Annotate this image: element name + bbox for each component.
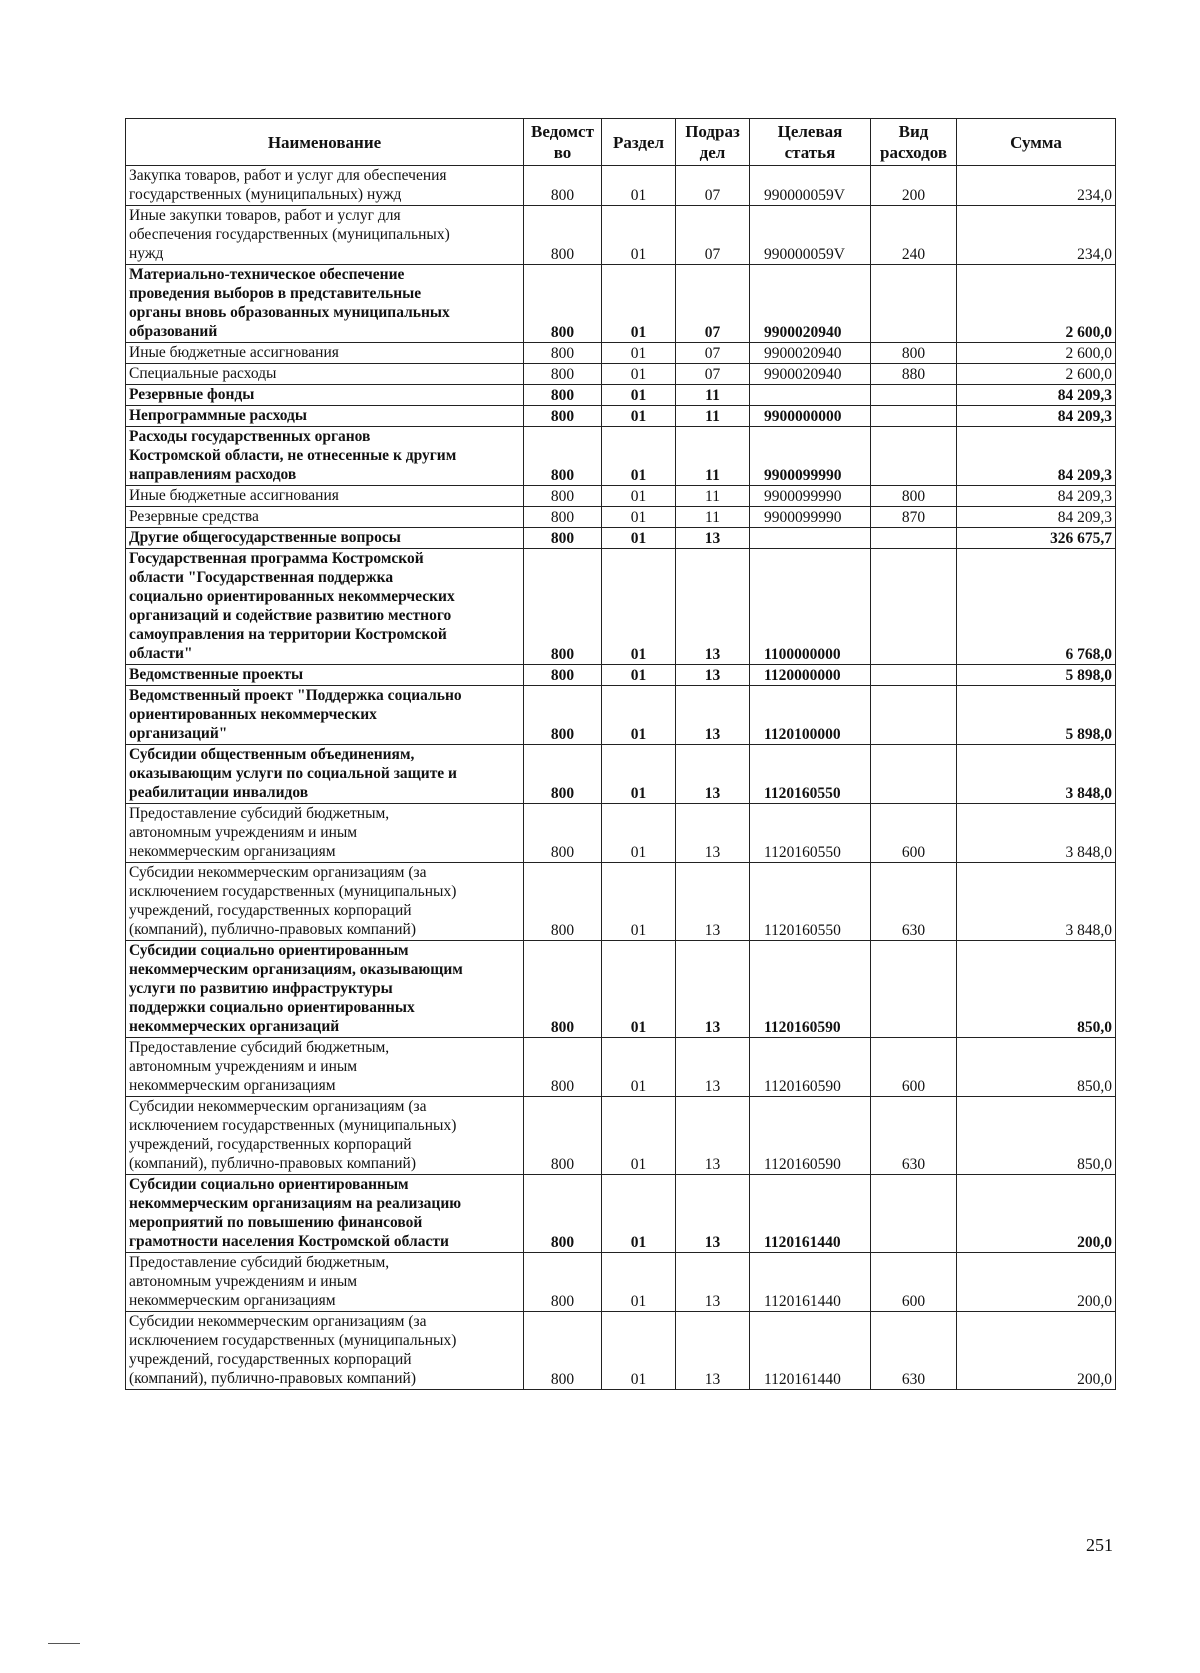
row-section: 01 (602, 686, 676, 745)
row-subsection: 11 (676, 507, 750, 528)
row-section: 01 (602, 406, 676, 427)
row-subsection: 13 (676, 863, 750, 941)
table-row (126, 863, 1116, 941)
table-row (126, 549, 1116, 665)
row-name: Резервные средства (126, 507, 524, 528)
row-section: 01 (602, 427, 676, 486)
row-target: 9900099990 (750, 507, 871, 528)
table-row (126, 665, 1116, 686)
row-expense-type (871, 265, 957, 343)
row-subsection: 11 (676, 385, 750, 406)
row-expense-type (871, 549, 957, 665)
row-target: 1120160590 (750, 1038, 871, 1097)
row-subsection: 11 (676, 427, 750, 486)
row-target: 9900020940 (750, 364, 871, 385)
header-amount: Сумма (957, 119, 1116, 166)
row-name: Непрограммные расходы (126, 406, 524, 427)
row-expense-type: 600 (871, 1253, 957, 1312)
table-row (126, 1175, 1116, 1253)
row-section: 01 (602, 1312, 676, 1390)
row-subsection: 13 (676, 528, 750, 549)
row-name: Субсидии социально ориентированным некоммерческим организациям, оказывающим услуги по развитию инфраструктуры поддержки социально ориентированных некоммерческих организаций (126, 941, 524, 1038)
row-name: Субсидии некоммерческим организациям (за исключением государственных (муниципальных) учреждений, государственных корпораций (компаний), публично-правовых компаний) (126, 863, 524, 941)
table-row (126, 1253, 1116, 1312)
row-subsection: 07 (676, 206, 750, 265)
row-expense-type (871, 385, 957, 406)
row-name: Расходы государственных органов Костромской области, не отнесенные к другим направлениям расходов (126, 427, 524, 486)
row-subsection: 07 (676, 343, 750, 364)
row-department: 800 (524, 941, 602, 1038)
row-target: 9900020940 (750, 343, 871, 364)
row-amount: 84 209,3 (957, 427, 1116, 486)
row-subsection: 07 (676, 364, 750, 385)
row-name: Субсидии некоммерческим организациям (за исключением государственных (муниципальных) учреждений, государственных корпораций (компаний), публично-правовых компаний) (126, 1097, 524, 1175)
row-target: 1120160550 (750, 804, 871, 863)
row-target: 1120160590 (750, 941, 871, 1038)
row-section: 01 (602, 343, 676, 364)
row-target: 1120160550 (750, 863, 871, 941)
row-subsection: 07 (676, 265, 750, 343)
row-target: 990000059V (750, 206, 871, 265)
row-amount: 850,0 (957, 1097, 1116, 1175)
row-target: 1120160590 (750, 1097, 871, 1175)
row-section: 01 (602, 1097, 676, 1175)
table-row (126, 1038, 1116, 1097)
row-expense-type: 200 (871, 166, 957, 206)
table-row (126, 804, 1116, 863)
row-department: 800 (524, 1175, 602, 1253)
row-target: 1120000000 (750, 665, 871, 686)
row-amount: 3 848,0 (957, 745, 1116, 804)
table-body (126, 166, 1116, 1390)
row-subsection: 13 (676, 941, 750, 1038)
row-expense-type (871, 665, 957, 686)
row-section: 01 (602, 528, 676, 549)
table-row (126, 406, 1116, 427)
row-amount: 2 600,0 (957, 343, 1116, 364)
table-row (126, 941, 1116, 1038)
row-section: 01 (602, 486, 676, 507)
row-section: 01 (602, 1253, 676, 1312)
row-subsection: 07 (676, 166, 750, 206)
row-amount: 200,0 (957, 1312, 1116, 1390)
row-department: 800 (524, 745, 602, 804)
row-department: 800 (524, 1253, 602, 1312)
row-name: Предоставление субсидий бюджетным, автономным учреждениям и иным некоммерческим организациям (126, 804, 524, 863)
row-section: 01 (602, 863, 676, 941)
row-name: Предоставление субсидий бюджетным, автономным учреждениям и иным некоммерческим организациям (126, 1253, 524, 1312)
table-row (126, 686, 1116, 745)
row-amount: 84 209,3 (957, 406, 1116, 427)
row-department: 800 (524, 486, 602, 507)
row-subsection: 13 (676, 1038, 750, 1097)
row-department: 800 (524, 265, 602, 343)
row-amount: 5 898,0 (957, 665, 1116, 686)
row-amount: 6 768,0 (957, 549, 1116, 665)
header-expense-type: Вид расходов (871, 119, 957, 166)
row-name: Иные бюджетные ассигнования (126, 486, 524, 507)
row-amount: 850,0 (957, 1038, 1116, 1097)
row-section: 01 (602, 507, 676, 528)
row-amount: 3 848,0 (957, 863, 1116, 941)
budget-table (125, 118, 1116, 1390)
row-expense-type (871, 406, 957, 427)
row-department: 800 (524, 549, 602, 665)
row-section: 01 (602, 665, 676, 686)
row-subsection: 13 (676, 686, 750, 745)
row-department: 800 (524, 1038, 602, 1097)
row-department: 800 (524, 507, 602, 528)
row-expense-type: 880 (871, 364, 957, 385)
row-department: 800 (524, 385, 602, 406)
row-name: Субсидии некоммерческим организациям (за исключением государственных (муниципальных) учреждений, государственных корпораций (компаний), публично-правовых компаний) (126, 1312, 524, 1390)
row-section: 01 (602, 745, 676, 804)
row-expense-type (871, 1175, 957, 1253)
table-row (126, 206, 1116, 265)
row-amount: 84 209,3 (957, 507, 1116, 528)
row-expense-type (871, 686, 957, 745)
row-department: 800 (524, 364, 602, 385)
row-target: 9900099990 (750, 486, 871, 507)
row-expense-type: 240 (871, 206, 957, 265)
row-amount: 850,0 (957, 941, 1116, 1038)
row-name: Субсидии социально ориентированным некоммерческим организациям на реализацию мероприятий по повышению финансовой грамотности населения Костромской области (126, 1175, 524, 1253)
row-name: Ведомственные проекты (126, 665, 524, 686)
row-expense-type: 800 (871, 343, 957, 364)
row-section: 01 (602, 206, 676, 265)
row-expense-type: 630 (871, 1312, 957, 1390)
row-amount: 326 675,7 (957, 528, 1116, 549)
row-target: 1120161440 (750, 1312, 871, 1390)
row-amount: 2 600,0 (957, 364, 1116, 385)
row-name: Государственная программа Костромской области "Государственная поддержка социально ориентированных некоммерческих организаций и содействие развитию местного самоуправления на территории Костромской области" (126, 549, 524, 665)
row-section: 01 (602, 166, 676, 206)
row-section: 01 (602, 385, 676, 406)
row-expense-type: 630 (871, 1097, 957, 1175)
table-row (126, 385, 1116, 406)
table-row (126, 166, 1116, 206)
row-target: 1120100000 (750, 686, 871, 745)
row-amount: 84 209,3 (957, 486, 1116, 507)
row-department: 800 (524, 665, 602, 686)
row-expense-type: 600 (871, 804, 957, 863)
row-amount: 2 600,0 (957, 265, 1116, 343)
row-target: 1120161440 (750, 1175, 871, 1253)
table-row (126, 265, 1116, 343)
table-row (126, 1312, 1116, 1390)
row-department: 800 (524, 166, 602, 206)
row-subsection: 11 (676, 486, 750, 507)
scan-mark (48, 1643, 80, 1644)
row-target: 9900099990 (750, 427, 871, 486)
table-header-row (126, 119, 1116, 166)
row-department: 800 (524, 1097, 602, 1175)
table-row (126, 364, 1116, 385)
row-expense-type (871, 427, 957, 486)
row-section: 01 (602, 1175, 676, 1253)
row-subsection: 13 (676, 804, 750, 863)
row-department: 800 (524, 206, 602, 265)
table-row (126, 528, 1116, 549)
header-section: Раздел (602, 119, 676, 166)
row-target: 990000059V (750, 166, 871, 206)
row-amount: 200,0 (957, 1253, 1116, 1312)
row-amount: 234,0 (957, 166, 1116, 206)
row-section: 01 (602, 1038, 676, 1097)
header-subsection: Подраз дел (676, 119, 750, 166)
table-row (126, 507, 1116, 528)
row-name: Ведомственный проект "Поддержка социально ориентированных некоммерческих организаций" (126, 686, 524, 745)
row-target (750, 528, 871, 549)
table-row (126, 486, 1116, 507)
row-department: 800 (524, 804, 602, 863)
row-subsection: 13 (676, 1253, 750, 1312)
header-name: Наименование (126, 119, 524, 166)
row-department: 800 (524, 343, 602, 364)
row-department: 800 (524, 863, 602, 941)
row-department: 800 (524, 406, 602, 427)
row-subsection: 13 (676, 549, 750, 665)
row-section: 01 (602, 804, 676, 863)
table-row (126, 745, 1116, 804)
row-subsection: 13 (676, 1097, 750, 1175)
row-target: 1120160550 (750, 745, 871, 804)
row-name: Закупка товаров, работ и услуг для обеспечения государственных (муниципальных) нужд (126, 166, 524, 206)
row-target: 9900020940 (750, 265, 871, 343)
row-expense-type: 600 (871, 1038, 957, 1097)
row-amount: 84 209,3 (957, 385, 1116, 406)
row-expense-type (871, 745, 957, 804)
row-expense-type: 630 (871, 863, 957, 941)
header-target: Целевая статья (750, 119, 871, 166)
row-department: 800 (524, 686, 602, 745)
row-target: 9900000000 (750, 406, 871, 427)
row-subsection: 11 (676, 406, 750, 427)
row-name: Специальные расходы (126, 364, 524, 385)
row-amount: 5 898,0 (957, 686, 1116, 745)
row-subsection: 13 (676, 745, 750, 804)
row-target (750, 385, 871, 406)
row-subsection: 13 (676, 665, 750, 686)
row-name: Иные бюджетные ассигнования (126, 343, 524, 364)
row-amount: 3 848,0 (957, 804, 1116, 863)
row-target: 1120161440 (750, 1253, 871, 1312)
row-name: Предоставление субсидий бюджетным, автономным учреждениям и иным некоммерческим организациям (126, 1038, 524, 1097)
row-expense-type (871, 528, 957, 549)
table-row (126, 343, 1116, 364)
row-name: Резервные фонды (126, 385, 524, 406)
row-section: 01 (602, 941, 676, 1038)
row-subsection: 13 (676, 1312, 750, 1390)
row-name: Субсидии общественным объединениям, оказывающим услуги по социальной защите и реабилитации инвалидов (126, 745, 524, 804)
row-name: Другие общегосударственные вопросы (126, 528, 524, 549)
row-department: 800 (524, 427, 602, 486)
row-department: 800 (524, 528, 602, 549)
row-expense-type (871, 941, 957, 1038)
row-name: Иные закупки товаров, работ и услуг для обеспечения государственных (муниципальных) нужд (126, 206, 524, 265)
row-section: 01 (602, 265, 676, 343)
row-expense-type: 800 (871, 486, 957, 507)
row-target: 1100000000 (750, 549, 871, 665)
row-subsection: 13 (676, 1175, 750, 1253)
row-section: 01 (602, 549, 676, 665)
page-number: 251 (1086, 1535, 1113, 1555)
row-department: 800 (524, 1312, 602, 1390)
row-amount: 200,0 (957, 1175, 1116, 1253)
row-name: Материально-техническое обеспечение проведения выборов в представительные органы вновь образованных муниципальных образований (126, 265, 524, 343)
table-row (126, 427, 1116, 486)
row-section: 01 (602, 364, 676, 385)
row-amount: 234,0 (957, 206, 1116, 265)
table-row (126, 1097, 1116, 1175)
row-expense-type: 870 (871, 507, 957, 528)
header-department: Ведомст во (524, 119, 602, 166)
